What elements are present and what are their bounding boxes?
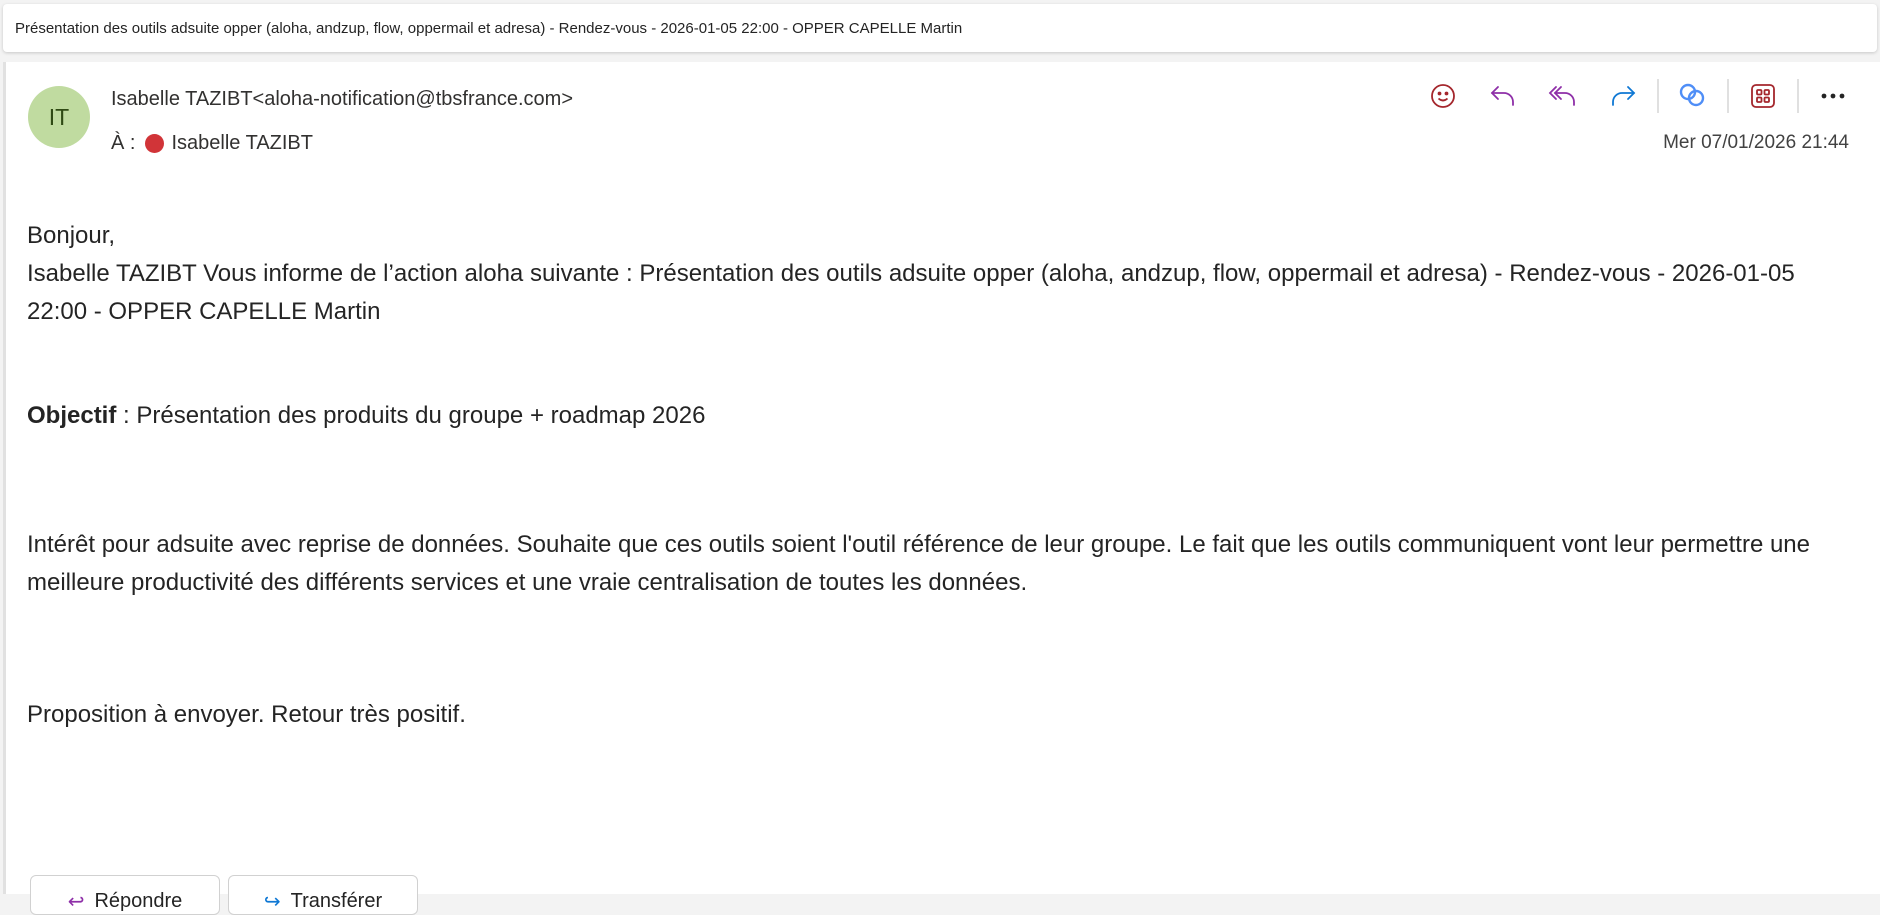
forward-icon[interactable]: [1603, 76, 1643, 116]
intro-text: Isabelle TAZIBT Vous informe de l’action aloha suivante : Présentation des outils adsuite opper (aloha, andzup, flow, oppermail et adresa) - Rendez-vous - 2026-01-05 22:00 - OPPER CAPELLE Martin: [27, 260, 1795, 325]
recipients: [111, 132, 313, 155]
reply-icon[interactable]: [1483, 76, 1523, 116]
reply-all-icon[interactable]: [1543, 76, 1583, 116]
subject-title: Présentation des outils adsuite opper (aloha, andzup, flow, oppermail et adresa) - Rendez-vous - 2026-01-05 22:00 - OPPER CAPELLE Martin: [15, 19, 963, 37]
objective-text: : Présentation des produits du groupe + roadmap 2026: [116, 402, 706, 429]
more-icon[interactable]: [1813, 76, 1853, 116]
reply-icon: ↩: [67, 890, 85, 913]
greeting: Bonjour,: [27, 222, 116, 249]
divider: [1657, 79, 1659, 113]
divider: [1797, 79, 1799, 113]
reply-label: Répondre: [94, 889, 183, 912]
divider: [1727, 79, 1729, 113]
objective: [27, 397, 1827, 435]
recipient-name[interactable]: Isabelle TAZIBT: [171, 132, 313, 154]
to-label: À :: [111, 132, 136, 154]
closing: Proposition à envoyer. Retour très positif.: [27, 701, 466, 728]
avatar[interactable]: IT: [28, 86, 90, 148]
subject-bar: [3, 4, 1877, 52]
received-date: Mer 07/01/2026 21:44: [1663, 132, 1849, 153]
presence-icon: [145, 134, 164, 153]
forward-icon: ↪: [263, 890, 281, 913]
message-actions: [1413, 76, 1863, 116]
emoji-icon[interactable]: [1423, 76, 1463, 116]
apps-icon[interactable]: [1743, 76, 1783, 116]
reply-button[interactable]: [30, 875, 220, 915]
paragraph: Intérêt pour adsuite avec reprise de données. Souhaite que ces outils soient l'outil référence de leur groupe. Le fait que les outils communiquent vont leur permettre une meilleure productivité des différents services et une vraie centralisation de toutes les données.: [27, 531, 1810, 596]
reading-pane: [3, 62, 1880, 913]
loop-icon[interactable]: [1673, 76, 1713, 116]
sender[interactable]: Isabelle TAZIBT<aloha-notification@tbsfrance.com>: [111, 88, 574, 110]
objective-label: Objectif: [27, 402, 117, 429]
message-body: [27, 217, 1827, 734]
footer-actions: [30, 875, 418, 915]
forward-button[interactable]: [228, 875, 418, 915]
forward-label: Transférer: [290, 889, 383, 912]
